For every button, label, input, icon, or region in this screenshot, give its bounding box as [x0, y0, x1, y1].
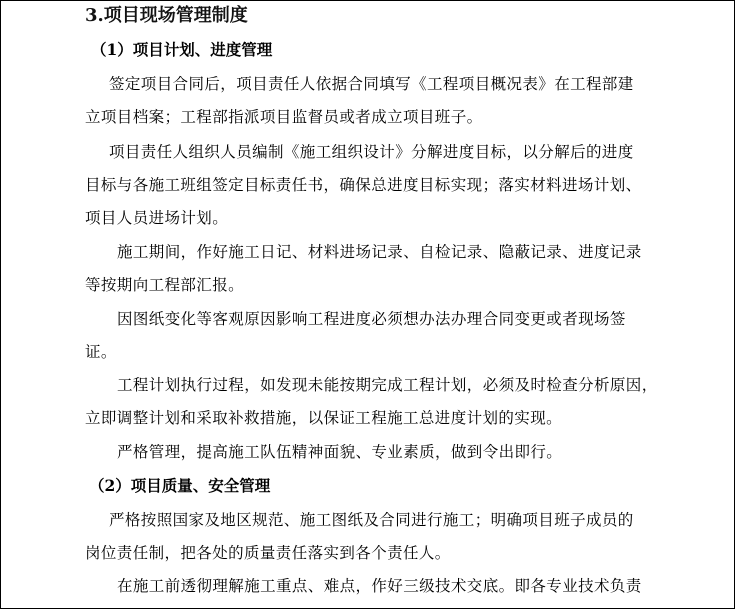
paragraph-line: 项目人员进场计划。 — [85, 209, 229, 227]
paragraph-line: 岗位责任制，把各处的质量责任落实到各个责任人。 — [85, 544, 451, 562]
paragraph-line: 严格按照国家及地区规范、施工图纸及合同进行施工；明确项目班子成员的 — [109, 511, 634, 529]
paragraph-line: 签定项目合同后，项目责任人依据合同填写《工程项目概况表》在工程部建 — [109, 75, 634, 93]
paragraph-line: 立即调整计划和采取补救措施，以保证工程施工总进度计划的实现。 — [85, 409, 563, 427]
paragraph-line: 项目责任人组织人员编制《施工组织设计》分解进度目标，以分解后的进度 — [109, 143, 634, 161]
paragraph-line: 等按期向工程部汇报。 — [85, 276, 245, 294]
paragraph-line: 在施工前透彻理解施工重点、难点，作好三级技术交底。即各专业技术负责 — [117, 577, 642, 595]
paragraph-line: 因图纸变化等客观原因影响工程进度必须想办法办理合同变更或者现场签 — [117, 310, 626, 328]
subsection-title-schedule: （1）项目计划、进度管理 — [91, 40, 273, 59]
paragraph-line: 施工期间，作好施工日记、材料进场记录、自检记录、隐蔽记录、进度记录 — [117, 243, 642, 261]
subsection-title-quality: （2）项目质量、安全管理 — [89, 476, 271, 495]
paragraph-line: 证。 — [85, 343, 117, 361]
paragraph-line: 严格管理，提高施工队伍精神面貌、专业素质，做到令出即行。 — [117, 443, 563, 461]
paragraph-line: 工程计划执行过程，如发现未能按期完成工程计划，必须及时检查分析原因， — [117, 376, 658, 394]
paragraph-line: 立项目档案；工程部指派项目监督员或者成立项目班子。 — [85, 108, 483, 126]
section-title: 3.项目现场管理制度 — [85, 5, 248, 26]
paragraph-line: 目标与各施工班组签定目标责任书，确保总进度目标实现；落实材料进场计划、 — [85, 176, 642, 194]
